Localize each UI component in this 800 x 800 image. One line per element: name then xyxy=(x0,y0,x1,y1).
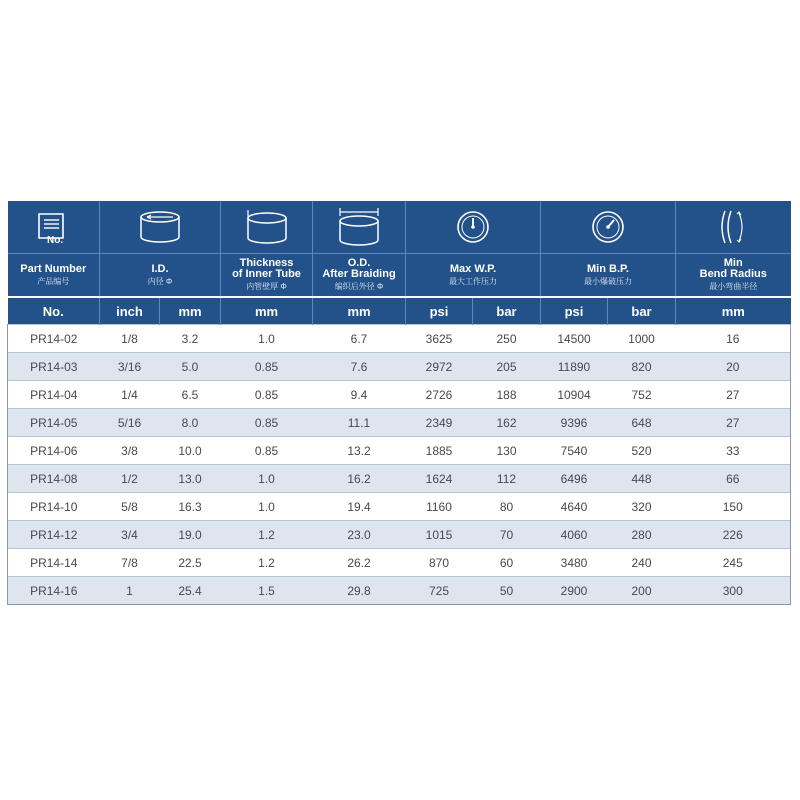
unit-header-cell: mm xyxy=(221,297,313,325)
max-wp-cn: 最大工作压力 xyxy=(449,276,497,286)
max-wp-icon-cell xyxy=(406,201,541,254)
part-number-header xyxy=(8,254,100,298)
min-bp-title: Min B.P. xyxy=(587,262,629,275)
table-cell: 23.0 xyxy=(313,521,406,549)
part-number-icon-cell xyxy=(8,201,100,254)
table-cell: 14500 xyxy=(541,325,608,353)
table-cell: 29.8 xyxy=(313,577,406,605)
bend-icon-cell xyxy=(676,201,791,254)
table-cell: 22.5 xyxy=(160,549,221,577)
table-cell: 6496 xyxy=(541,465,608,493)
table-row xyxy=(8,549,791,577)
part-number-cell: PR14-06 xyxy=(8,437,100,465)
table-cell: 2900 xyxy=(541,577,608,605)
unit-header-cell: mm xyxy=(160,297,221,325)
table-cell: 870 xyxy=(406,549,473,577)
table-cell: 4640 xyxy=(541,493,608,521)
table-cell: 7540 xyxy=(541,437,608,465)
table-row xyxy=(8,353,791,381)
part-number-cell: PR14-14 xyxy=(8,549,100,577)
table-cell: 1.0 xyxy=(221,465,313,493)
table-cell: 5/16 xyxy=(100,409,160,437)
unit-header-cell: mm xyxy=(676,297,791,325)
min-bp-header xyxy=(541,254,676,298)
table-cell: 205 xyxy=(473,353,541,381)
table-cell: 1885 xyxy=(406,437,473,465)
part-number-cell: PR14-05 xyxy=(8,409,100,437)
table-cell: 0.85 xyxy=(221,353,313,381)
table-cell: 162 xyxy=(473,409,541,437)
table-cell: 8.0 xyxy=(160,409,221,437)
table-row xyxy=(8,493,791,521)
header-title-row xyxy=(8,254,791,298)
thickness-title-2: of Inner Tube xyxy=(232,268,301,280)
table-cell: 648 xyxy=(608,409,676,437)
inner-diameter-cylinder-icon xyxy=(135,209,185,245)
table-cell: 3480 xyxy=(541,549,608,577)
table-cell: 0.85 xyxy=(221,409,313,437)
table-cell: 20 xyxy=(676,353,791,381)
unit-header-cell: bar xyxy=(473,297,541,325)
table-cell: 6.5 xyxy=(160,381,221,409)
table-cell: 245 xyxy=(676,549,791,577)
table-cell: 27 xyxy=(676,409,791,437)
outer-diameter-cylinder-icon xyxy=(334,207,384,247)
id-header xyxy=(100,254,221,298)
table-cell: 3/16 xyxy=(100,353,160,381)
unit-header-cell: psi xyxy=(406,297,473,325)
tube-thickness-cylinder-icon xyxy=(242,208,292,246)
no-badge-icon xyxy=(33,210,73,244)
table-cell: 1.0 xyxy=(221,325,313,353)
table-row xyxy=(8,521,791,549)
table-cell: 7.6 xyxy=(313,353,406,381)
table-cell: 1 xyxy=(100,577,160,605)
max-wp-title: Max W.P. xyxy=(449,262,497,275)
table-cell: 3/8 xyxy=(100,437,160,465)
od-icon-cell xyxy=(313,201,406,254)
table-cell: 0.85 xyxy=(221,381,313,409)
id-icon-cell xyxy=(100,201,221,254)
table-cell: 1160 xyxy=(406,493,473,521)
table-cell: 33 xyxy=(676,437,791,465)
od-title-1: O.D. xyxy=(347,257,371,269)
table-cell: 1/2 xyxy=(100,465,160,493)
spec-table-body xyxy=(8,325,791,605)
table-cell: 27 xyxy=(676,381,791,409)
table-cell: 1015 xyxy=(406,521,473,549)
part-number-cell: PR14-10 xyxy=(8,493,100,521)
min-bp-cn: 最小爆破压力 xyxy=(584,276,632,286)
header-icon-row xyxy=(8,201,791,254)
table-cell: 2349 xyxy=(406,409,473,437)
unit-header-row xyxy=(8,297,791,325)
id-cn: 内径 Φ xyxy=(147,276,173,286)
table-cell: 4060 xyxy=(541,521,608,549)
table-cell: 280 xyxy=(608,521,676,549)
bend-cn: 最小弯曲半径 xyxy=(709,282,758,291)
table-cell: 1/4 xyxy=(100,381,160,409)
thickness-title-1: Thickness xyxy=(239,257,294,269)
table-cell: 725 xyxy=(406,577,473,605)
table-cell: 11890 xyxy=(541,353,608,381)
table-cell: 820 xyxy=(608,353,676,381)
thickness-icon-cell xyxy=(221,201,313,254)
table-cell: 16.2 xyxy=(313,465,406,493)
table-cell: 240 xyxy=(608,549,676,577)
table-cell: 300 xyxy=(676,577,791,605)
od-cn: 编织后外径 Φ xyxy=(334,282,384,291)
part-number-cell: PR14-12 xyxy=(8,521,100,549)
no-badge-text: No. xyxy=(47,235,64,244)
table-cell: 2726 xyxy=(406,381,473,409)
table-cell: 10904 xyxy=(541,381,608,409)
part-number-cn: 产品编号 xyxy=(37,276,70,286)
table-cell: 3.2 xyxy=(160,325,221,353)
table-cell: 520 xyxy=(608,437,676,465)
bend-radius-icon xyxy=(715,207,751,247)
table-row xyxy=(8,577,791,605)
unit-header-cell: bar xyxy=(608,297,676,325)
table-cell: 26.2 xyxy=(313,549,406,577)
table-cell: 1/8 xyxy=(100,325,160,353)
thickness-cn: 内管壁厚 Φ xyxy=(246,282,287,291)
table-cell: 2972 xyxy=(406,353,473,381)
table-cell: 250 xyxy=(473,325,541,353)
table-cell: 0.85 xyxy=(221,437,313,465)
od-header xyxy=(313,254,406,298)
table-cell: 752 xyxy=(608,381,676,409)
od-title-2: After Braiding xyxy=(322,268,396,280)
unit-header-cell: inch xyxy=(100,297,160,325)
table-cell: 19.0 xyxy=(160,521,221,549)
bend-header xyxy=(676,254,791,298)
table-cell: 10.0 xyxy=(160,437,221,465)
table-cell: 1000 xyxy=(608,325,676,353)
table-cell: 13.2 xyxy=(313,437,406,465)
table-row xyxy=(8,437,791,465)
table-row xyxy=(8,465,791,493)
hose-spec-table xyxy=(7,201,791,605)
table-cell: 9.4 xyxy=(313,381,406,409)
part-number-cell: PR14-08 xyxy=(8,465,100,493)
unit-header-cell: mm xyxy=(313,297,406,325)
table-cell: 13.0 xyxy=(160,465,221,493)
unit-header-cell: No. xyxy=(8,297,100,325)
table-cell: 448 xyxy=(608,465,676,493)
table-cell: 200 xyxy=(608,577,676,605)
unit-header-cell: psi xyxy=(541,297,608,325)
table-cell: 16 xyxy=(676,325,791,353)
table-cell: 3625 xyxy=(406,325,473,353)
table-cell: 70 xyxy=(473,521,541,549)
bend-title-1: Min xyxy=(723,257,743,269)
table-cell: 5.0 xyxy=(160,353,221,381)
bend-title-2: Bend Radius xyxy=(699,268,767,280)
table-cell: 1.0 xyxy=(221,493,313,521)
table-cell: 112 xyxy=(473,465,541,493)
table-cell: 7/8 xyxy=(100,549,160,577)
id-title: I.D. xyxy=(151,262,169,275)
table-cell: 6.7 xyxy=(313,325,406,353)
min-bp-icon-cell xyxy=(541,201,676,254)
table-cell: 5/8 xyxy=(100,493,160,521)
table-cell: 226 xyxy=(676,521,791,549)
table-cell: 1.2 xyxy=(221,521,313,549)
part-number-cell: PR14-02 xyxy=(8,325,100,353)
table-cell: 9396 xyxy=(541,409,608,437)
table-cell: 1.5 xyxy=(221,577,313,605)
table-cell: 25.4 xyxy=(160,577,221,605)
table-row xyxy=(8,325,791,353)
table-cell: 11.1 xyxy=(313,409,406,437)
table-cell: 320 xyxy=(608,493,676,521)
table-cell: 60 xyxy=(473,549,541,577)
table-cell: 16.3 xyxy=(160,493,221,521)
table-cell: 19.4 xyxy=(313,493,406,521)
table-cell: 150 xyxy=(676,493,791,521)
part-number-title: Part Number xyxy=(20,262,87,275)
table-cell: 66 xyxy=(676,465,791,493)
burst-gauge-icon xyxy=(590,209,626,245)
table-cell: 50 xyxy=(473,577,541,605)
max-wp-header xyxy=(406,254,541,298)
table-row xyxy=(8,409,791,437)
table-cell: 3/4 xyxy=(100,521,160,549)
table-cell: 130 xyxy=(473,437,541,465)
table-cell: 1624 xyxy=(406,465,473,493)
part-number-cell: PR14-03 xyxy=(8,353,100,381)
table-cell: 1.2 xyxy=(221,549,313,577)
table-cell: 188 xyxy=(473,381,541,409)
pressure-gauge-icon xyxy=(455,209,491,245)
table-row xyxy=(8,381,791,409)
part-number-cell: PR14-04 xyxy=(8,381,100,409)
thickness-header xyxy=(221,254,313,298)
part-number-cell: PR14-16 xyxy=(8,577,100,605)
table-cell: 80 xyxy=(473,493,541,521)
